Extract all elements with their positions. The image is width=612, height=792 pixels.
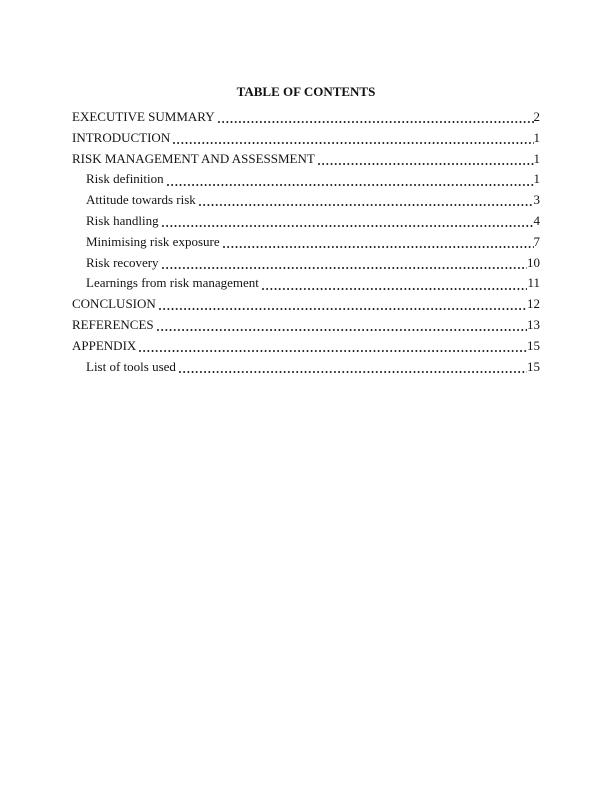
toc-entry-label: Attitude towards risk [86, 192, 196, 208]
toc-entry-label: APPENDIX [72, 337, 137, 353]
toc-entry [72, 211, 540, 232]
toc-entry [72, 169, 540, 190]
toc-entry [72, 232, 540, 253]
toc-entry-page-number: 11 [527, 275, 540, 291]
toc-list [72, 107, 540, 377]
toc-entry-label: Risk definition [86, 171, 164, 187]
toc-entry-label: Minimising risk exposure [86, 233, 220, 249]
dot-leader [161, 211, 534, 232]
dot-leader [161, 253, 527, 274]
dot-leader [158, 294, 527, 315]
toc-entry-label: RISK MANAGEMENT AND ASSESSMENT [72, 150, 315, 166]
toc-entry [72, 273, 540, 294]
toc-entry [72, 336, 540, 357]
toc-entry-label: List of tools used [86, 358, 176, 374]
dot-leader [178, 357, 527, 378]
toc-entry-page-number: 15 [527, 337, 540, 353]
dot-leader [138, 336, 527, 357]
toc-entry-page-number: 1 [533, 150, 540, 166]
toc-entry [72, 357, 540, 378]
toc-entry-page-number: 3 [533, 192, 540, 208]
toc-entry [72, 149, 540, 170]
toc-entry-label: INTRODUCTION [72, 129, 171, 145]
toc-entry-label: Risk handling [86, 212, 159, 228]
dot-leader [166, 169, 534, 190]
toc-entry-page-number: 13 [527, 316, 540, 332]
dot-leader [217, 107, 534, 128]
toc-entry-label: EXECUTIVE SUMMARY [72, 109, 215, 124]
dot-leader [222, 232, 534, 253]
dot-leader [156, 315, 527, 336]
toc-entry [72, 190, 540, 211]
toc-entry-page-number: 2 [533, 109, 540, 124]
toc-entry-page-number: 4 [533, 212, 540, 228]
toc-entry-label: CONCLUSION [72, 296, 156, 312]
dot-leader [317, 149, 534, 170]
toc-entry-label: Risk recovery [86, 254, 159, 270]
toc-entry [72, 107, 540, 128]
dot-leader [172, 128, 533, 149]
toc-entry-page-number: 1 [533, 171, 540, 187]
toc-entry-page-number: 7 [533, 233, 540, 249]
toc-entry [72, 253, 540, 274]
toc-title: TABLE OF CONTENTS [236, 84, 376, 99]
dot-leader [198, 190, 534, 211]
toc-entry-page-number: 12 [527, 296, 540, 312]
toc-entry-page-number: 1 [533, 129, 540, 145]
toc-entry-label: Learnings from risk management [86, 275, 259, 291]
toc-entry-page-number: 10 [527, 254, 540, 270]
toc-entry [72, 315, 540, 336]
toc-entry-page-number: 15 [527, 358, 540, 374]
toc-entry [72, 294, 540, 315]
toc-entry [72, 128, 540, 149]
dot-leader [261, 273, 528, 294]
toc-entry-label: REFERENCES [72, 316, 154, 332]
